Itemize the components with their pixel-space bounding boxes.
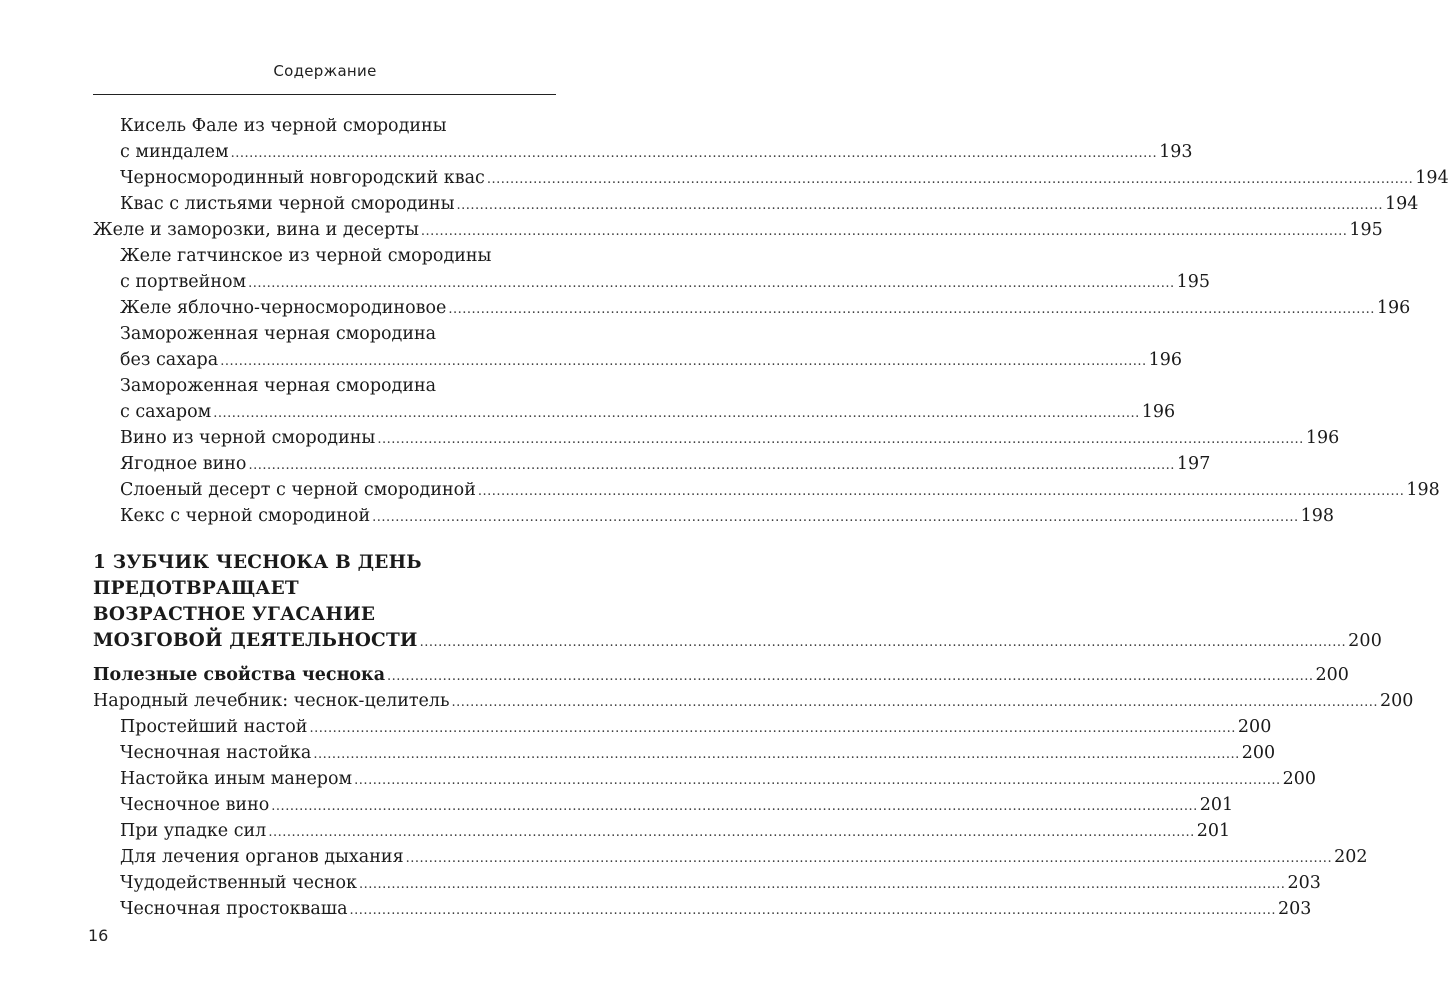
toc-entry [120,503,1334,529]
chapter-title-line: 1 ЗУБЧИК ЧЕСНОКА В ДЕНЬ [93,552,422,573]
leader-dots: ........................................................................................................................................................................................................ [220,354,1147,369]
toc-entry-page: 194 [1415,168,1449,188]
leader-dots: ........................................................................................................................................................................................................ [230,146,1158,161]
leader-dots: ........................................................................................................................................................................................................ [456,198,1383,213]
leader-dots: ........................................................................................................................................................................................................ [451,695,1379,710]
running-header: Содержание [273,62,377,80]
toc-entry-page: 195 [1176,272,1211,292]
chapter-title-line: ВОЗРАСТНОЕ УГАСАНИЕ [93,604,376,625]
toc-entry-page: 200 [1315,665,1349,685]
toc-entry-page: 200 [1282,769,1317,789]
toc-entry-page: 203 [1287,873,1321,893]
leader-dots: ........................................................................................................................................................................................................ [448,302,1375,317]
toc-entry [120,399,1176,425]
toc-entry [120,373,556,399]
leader-dots: ........................................................................................................................................................................................................ [477,484,1405,499]
toc-entry-page: 198 [1406,480,1440,500]
leader-dots: ........................................................................................................................................................................................................ [271,799,1198,814]
toc-entry-title: Чудодейственный чеснок [120,873,357,893]
toc-entry-page: 201 [1196,821,1231,841]
leader-dots: ........................................................................................................................................................................................................ [420,224,1348,239]
toc-entry-title: Чесночная простокваша [120,899,348,919]
toc-entry-title: Черносмородинный новгородский квас [120,168,485,188]
leader-dots: ........................................................................................................................................................................................................ [354,773,1281,788]
toc-entry [120,740,1276,766]
toc-entry-page: 201 [1199,795,1234,815]
leader-dots: ........................................................................................................................................................................................................ [313,747,1240,762]
chapter-title-text: МОЗГОВОЙ ДЕЯТЕЛЬНОСТИ [93,630,418,651]
header-rule [93,94,556,95]
leader-dots: ........................................................................................................................................................................................................ [213,406,1140,421]
toc-entry-title: Чесночное вино [120,795,270,815]
leader-dots: ........................................................................................................................................................................................................ [405,851,1333,866]
toc-section-title: Желе и заморозки, вина и десерты [93,220,419,240]
chapter-title-line [93,627,1383,655]
toc-entry [120,766,1317,792]
leader-dots: ........................................................................................................................................................................................................ [268,825,1195,840]
page-number: 16 [88,926,109,945]
toc-entry-page: 198 [1300,506,1334,526]
toc-entry [120,321,556,347]
leader-dots: ........................................................................................................................................................................................................ [419,635,1347,650]
toc-entry-title: Замороженная черная смородина [120,324,437,344]
toc-entry [120,896,1312,922]
toc-entry-title: с сахаром [120,402,212,422]
toc-entry [120,113,556,139]
toc-entry-title: Ягодное вино [120,454,247,474]
toc-entry-title: Замороженная черная смородина [120,376,437,396]
toc-entry-page: 196 [1141,402,1176,422]
chapter-title-line: ПРЕДОТВРАЩАЕТ [93,578,299,599]
toc-entry-page: 195 [1349,220,1383,240]
toc-entry-title: с портвейном [120,272,247,292]
toc-entry [120,870,1321,896]
toc-entry [120,347,1183,373]
leader-dots: ........................................................................................................................................................................................................ [248,458,1175,473]
toc-entry-title: Кекс с черной смородиной [120,506,371,526]
leader-dots: ........................................................................................................................................................................................................ [248,276,1175,291]
toc-entry-title: с миндалем [120,142,229,162]
toc-entry-page: 200 [1241,743,1276,763]
toc-entry-title: Простейший настой [120,717,308,737]
toc-entry [120,425,1340,451]
toc-entry-title: Для лечения органов дыхания [120,847,404,867]
toc-entry-title: Желе яблочно-черносмородиновое [120,298,447,318]
toc-entry-title: Чесночная настойка [120,743,312,763]
toc-entry-page: 203 [1277,899,1312,919]
toc-entry-page: 196 [1376,298,1411,318]
leader-dots: ........................................................................................................................................................................................................ [377,432,1304,447]
toc-section [93,662,1349,688]
toc-entry [120,477,1440,503]
toc-entry-page: 194 [1384,194,1419,214]
toc-entry [120,295,1411,321]
toc-entry [120,191,1419,217]
toc-section [93,217,1383,243]
toc-section-title: Полезные свойства чеснока [93,665,386,685]
leader-dots: ........................................................................................................................................................................................................ [309,721,1236,736]
toc-entry-page: 196 [1305,428,1340,448]
toc-section-title: Народный лечебник: чеснок-целитель [93,691,450,711]
toc-entry-title: При упадке сил [120,821,267,841]
toc-entry-page: 196 [1148,350,1183,370]
toc-entry [120,269,1211,295]
toc-entry-page: 197 [1176,454,1211,474]
leader-dots: ........................................................................................................................................................................................................ [486,172,1414,187]
toc-entry-page: 200 [1380,691,1414,711]
toc-section [93,688,1414,714]
chapter-page: 200 [1348,631,1383,651]
toc-entry [120,818,1231,844]
toc-entry-title: без сахара [120,350,219,370]
toc-entry-title: Вино из черной смородины [120,428,376,448]
toc-entry-page: 202 [1334,847,1368,867]
toc-entry [120,451,1211,477]
toc-entry [120,165,1449,191]
toc-entry [120,714,1272,740]
toc-entry-title: Желе гатчинское из черной смородины [120,246,492,266]
toc-entry [120,139,1193,165]
toc-entry [120,792,1234,818]
leader-dots: ........................................................................................................................................................................................................ [349,903,1276,918]
toc-entry [120,844,1368,870]
toc-entry-title: Кисель Фале из черной смородины [120,116,447,136]
leader-dots: ........................................................................................................................................................................................................ [387,669,1314,684]
toc-entry-page: 193 [1159,142,1193,162]
toc-entry-title: Настойка иным манером [120,769,353,789]
leader-dots: ........................................................................................................................................................................................................ [358,877,1286,892]
toc-entry-title: Слоеный десерт с черной смородиной [120,480,476,500]
toc-entry [120,243,556,269]
toc-entry-page: 200 [1237,717,1272,737]
leader-dots: ........................................................................................................................................................................................................ [372,510,1299,525]
toc-entry-title: Квас с листьями черной смородины [120,194,455,214]
